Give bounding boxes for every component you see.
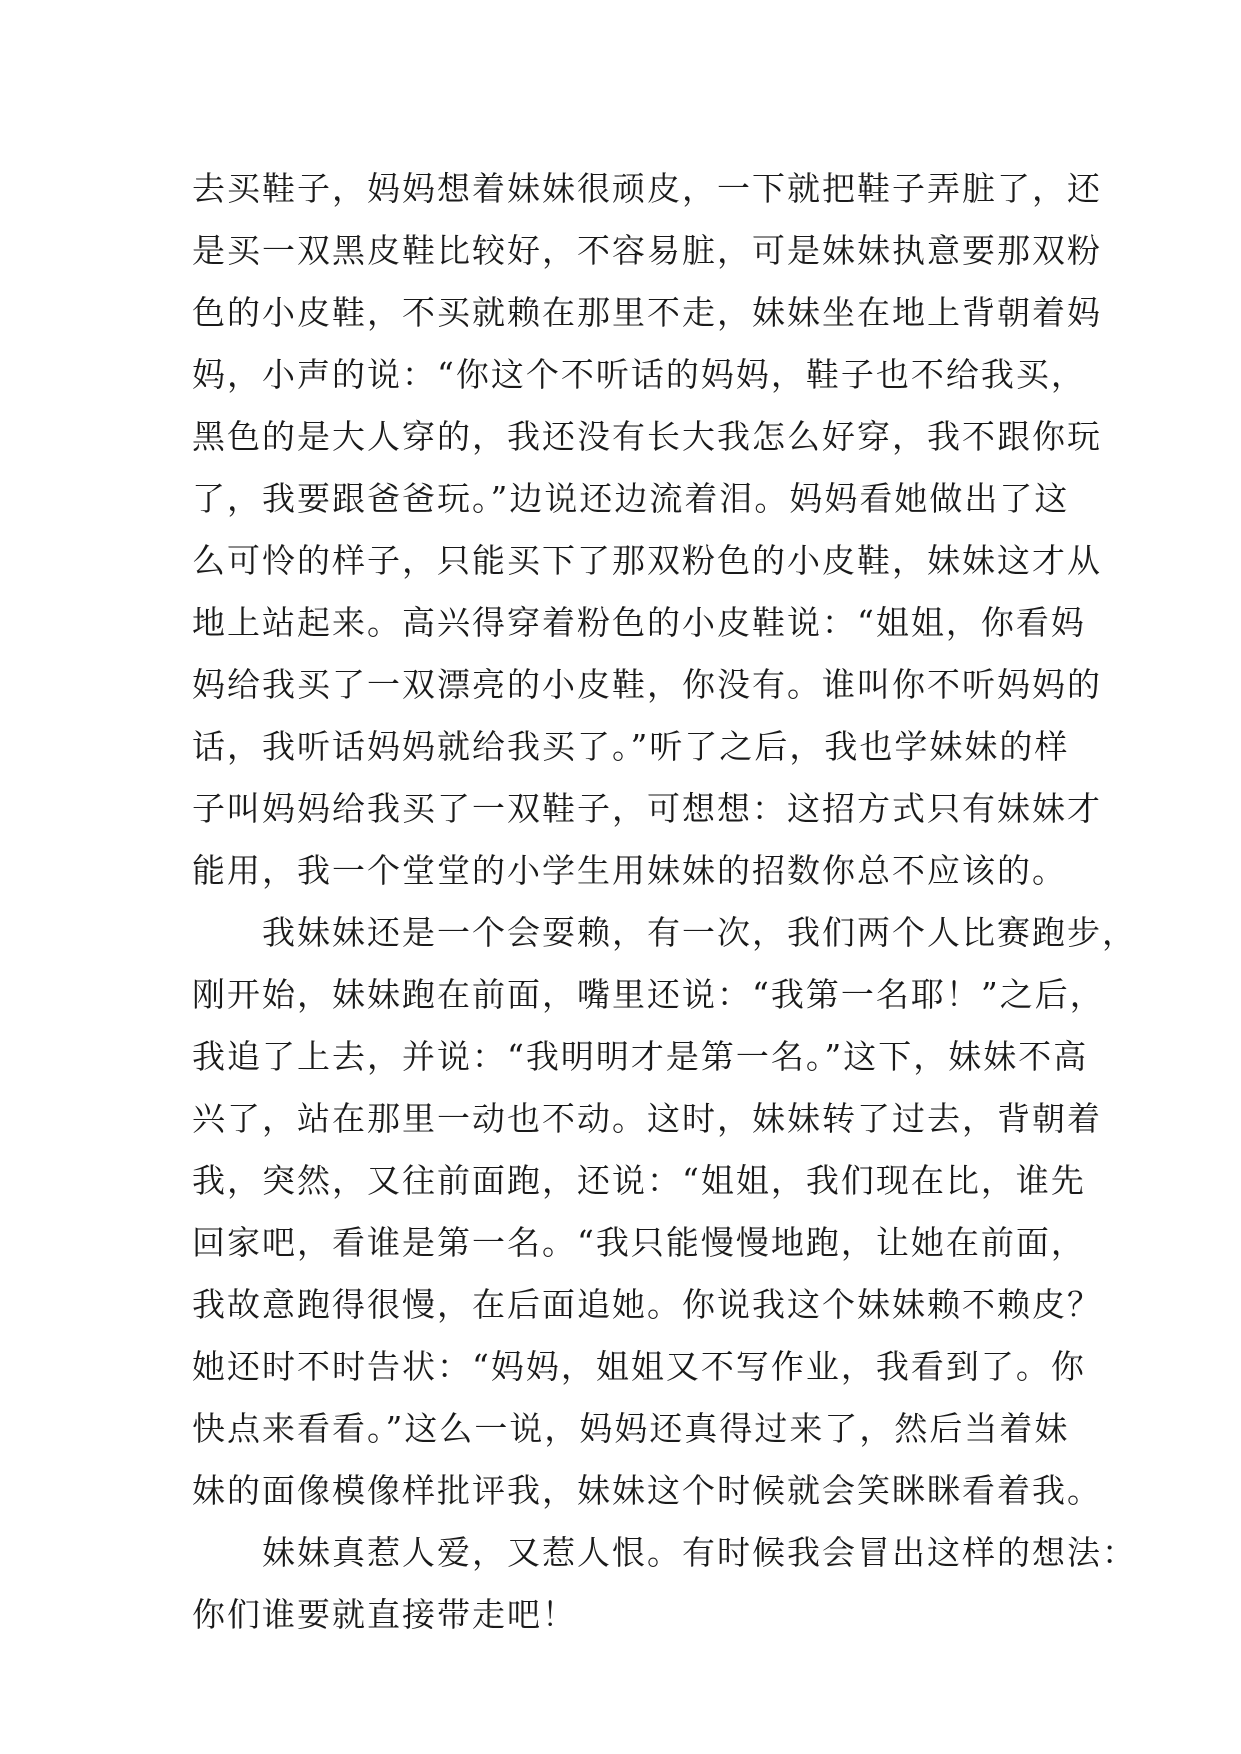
text-line: 我妹妹还是一个会耍赖，有一次，我们两个人比赛跑步， (192, 913, 1137, 952)
text-line: 你们谁要就直接带走吧！ (192, 1595, 577, 1634)
text-line: 色的小皮鞋，不买就赖在那里不走，妹妹坐在地上背朝着妈 (192, 293, 1102, 332)
text-line: 子叫妈妈给我买了一双鞋子，可想想：这招方式只有妹妹才 (192, 789, 1102, 828)
text-line: 妈给我买了一双漂亮的小皮鞋，你没有。谁叫你不听妈妈的 (192, 665, 1102, 704)
text-line: 回家吧，看谁是第一名。“我只能慢慢地跑，让她在前面， (192, 1223, 1086, 1262)
text-line: 兴了，站在那里一动也不动。这时，妹妹转了过去，背朝着 (192, 1099, 1102, 1138)
text-line: 能用，我一个堂堂的小学生用妹妹的招数你总不应该的。 (192, 851, 1067, 890)
text-line: 我故意跑得很慢，在后面追她。你说我这个妹妹赖不赖皮？ (192, 1285, 1102, 1324)
text-line: 她还时不时告状：“妈妈，姐姐又不写作业，我看到了。你 (192, 1347, 1086, 1386)
text-line: 去买鞋子，妈妈想着妹妹很顽皮，一下就把鞋子弄脏了，还 (192, 169, 1102, 208)
text-line: 妹妹真惹人爱，又惹人恨。有时候我会冒出这样的想法： (192, 1533, 1137, 1572)
text-line: 我，突然，又往前面跑，还说：“姐姐，我们现在比，谁先 (192, 1161, 1086, 1200)
text-line: 话，我听话妈妈就给我买了。”听了之后，我也学妹妹的样 (192, 727, 1070, 766)
text-line: 快点来看看。”这么一说，妈妈还真得过来了，然后当着妹 (192, 1409, 1070, 1448)
text-line: 妈，小声的说：“你这个不听话的妈妈，鞋子也不给我买， (192, 355, 1086, 394)
text-line: 么可怜的样子，只能买下了那双粉色的小皮鞋，妹妹这才从 (192, 541, 1102, 580)
text-line: 了，我要跟爸爸玩。”边说还边流着泪。妈妈看她做出了这 (192, 479, 1070, 518)
text-line: 我追了上去，并说：“我明明才是第一名。”这下，妹妹不高 (192, 1037, 1089, 1076)
text-line: 妹的面像模像样批评我，妹妹这个时候就会笑眯眯看着我。 (192, 1471, 1102, 1510)
text-line: 刚开始，妹妹跑在前面，嘴里还说：“我第一名耶！”之后， (192, 975, 1105, 1014)
text-line: 黑色的是大人穿的，我还没有长大我怎么好穿，我不跟你玩 (192, 417, 1102, 456)
text-line: 地上站起来。高兴得穿着粉色的小皮鞋说：“姐姐，你看妈 (192, 603, 1086, 642)
essay-body (192, 158, 1137, 1646)
text-line: 是买一双黑皮鞋比较好，不容易脏，可是妹妹执意要那双粉 (192, 231, 1102, 270)
